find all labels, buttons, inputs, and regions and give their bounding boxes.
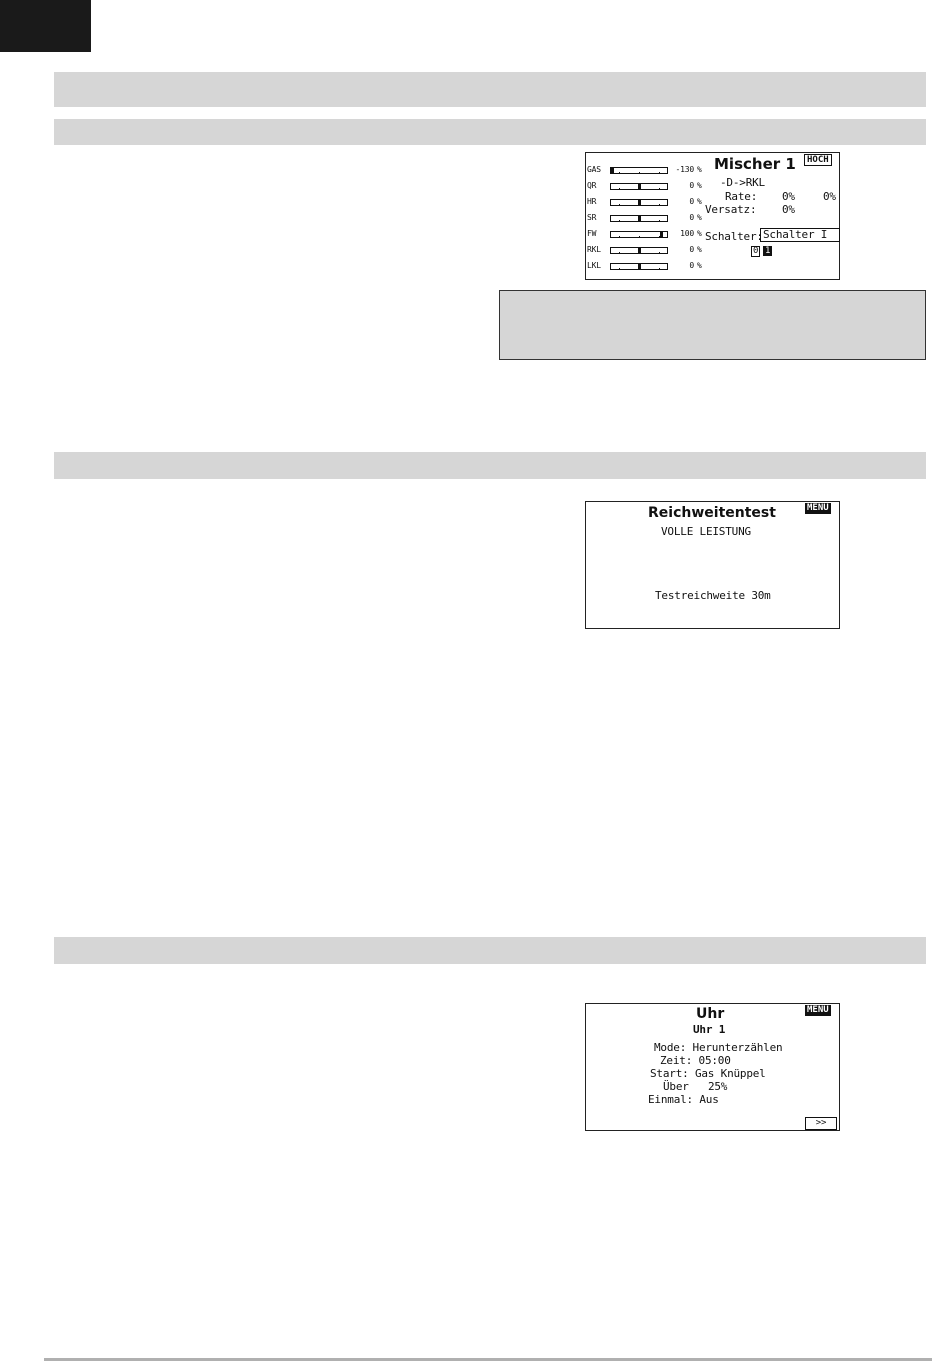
channel-bar-indicator [638, 247, 641, 254]
channel-value: -130 [675, 165, 694, 174]
switch-value-field: Schalter I [760, 228, 840, 242]
mixer-screen-title: Mischer 1 [714, 155, 796, 173]
channel-bar-tick [639, 172, 640, 174]
channel-unit: % [697, 165, 702, 174]
channel-bar-tick [619, 236, 620, 238]
channel-value: 0 [689, 261, 694, 270]
range-test-screen [585, 501, 840, 629]
channel-value: 0 [689, 197, 694, 206]
channel-unit: % [697, 213, 702, 222]
channel-bar-tick [659, 268, 660, 270]
channel-bar-tick [619, 252, 620, 254]
mixer-screen [585, 152, 840, 280]
channel-bar [610, 215, 668, 222]
switch-label: Schalter: [705, 230, 763, 243]
channel-bar-tick [659, 220, 660, 222]
channel-bar-tick [659, 172, 660, 174]
channel-label: HR [587, 197, 597, 206]
rate-value-1: 0% [782, 190, 795, 203]
channel-value: 0 [689, 213, 694, 222]
channel-bar-tick [659, 188, 660, 190]
channel-value: 0 [689, 181, 694, 190]
channel-bar-indicator [638, 183, 641, 190]
channel-unit: % [697, 181, 702, 190]
channel-unit: % [697, 229, 702, 238]
channel-label: RKL [587, 245, 601, 254]
offset-label: Versatz: [705, 203, 757, 216]
note-box [499, 290, 926, 360]
range-test-badge: MENU [807, 503, 829, 513]
timer-screen-title: Uhr [696, 1006, 725, 1022]
mixer-route: -D->RKL [720, 176, 765, 189]
channel-bar-tick [639, 236, 640, 238]
footer-rule [44, 1358, 932, 1361]
rate-value-2: 0% [823, 190, 836, 203]
channel-bar [610, 183, 668, 190]
switch-position-1: 1 [765, 246, 771, 256]
rate-label: Rate: [725, 190, 758, 203]
channel-bar-tick [619, 220, 620, 222]
timer-next-button: >> [805, 1117, 837, 1130]
section-header-band-mixer [54, 119, 926, 145]
page-corner-tab [0, 0, 91, 52]
range-test-distance: Testreichweite 30m [655, 589, 771, 602]
channel-bar-tick [619, 188, 620, 190]
timer-screen-subtitle: Uhr 1 [693, 1023, 726, 1036]
range-test-subtitle: VOLLE LEISTUNG [661, 525, 751, 538]
channel-bar [610, 231, 668, 238]
section-header-band-range [54, 452, 926, 479]
channel-label: LKL [587, 261, 601, 270]
channel-bar [610, 263, 668, 270]
channel-bar [610, 167, 668, 174]
channel-bar [610, 199, 668, 206]
channel-bar-indicator [638, 263, 641, 270]
channel-value: 100 [680, 229, 694, 238]
channel-label: SR [587, 213, 597, 222]
channel-bar-indicator [660, 231, 663, 238]
timer-screen-badge: MENU [807, 1005, 829, 1015]
channel-unit: % [697, 197, 702, 206]
range-test-title: Reichweitentest [648, 505, 776, 521]
channel-value: 0 [689, 245, 694, 254]
section-header-band-main [54, 72, 926, 107]
offset-value: 0% [782, 203, 795, 216]
timer-time-line: Zeit: 05:00 [660, 1054, 731, 1067]
timer-over-line: Über 25% [663, 1080, 728, 1093]
channel-bar-indicator [611, 167, 614, 174]
channel-bar-indicator [638, 215, 641, 222]
channel-unit: % [697, 245, 702, 254]
channel-unit: % [697, 261, 702, 270]
timer-mode-line: Mode: Herunterzählen [654, 1041, 783, 1054]
channel-bar [610, 247, 668, 254]
section-header-band-timer [54, 937, 926, 964]
mixer-screen-badge: HOCH [804, 154, 832, 166]
channel-bar-tick [659, 252, 660, 254]
timer-screen [585, 1003, 840, 1131]
channel-label: GAS [587, 165, 601, 174]
channel-bar-tick [619, 204, 620, 206]
timer-once-line: Einmal: Aus [648, 1093, 719, 1106]
channel-label: FW [587, 229, 597, 238]
channel-bar-tick [659, 204, 660, 206]
timer-start-line: Start: Gas Knüppel [650, 1067, 766, 1080]
channel-label: QR [587, 181, 597, 190]
channel-bar-tick [619, 172, 620, 174]
channel-bar-indicator [638, 199, 641, 206]
switch-position-0: 0 [753, 246, 759, 256]
channel-bar-tick [619, 268, 620, 270]
